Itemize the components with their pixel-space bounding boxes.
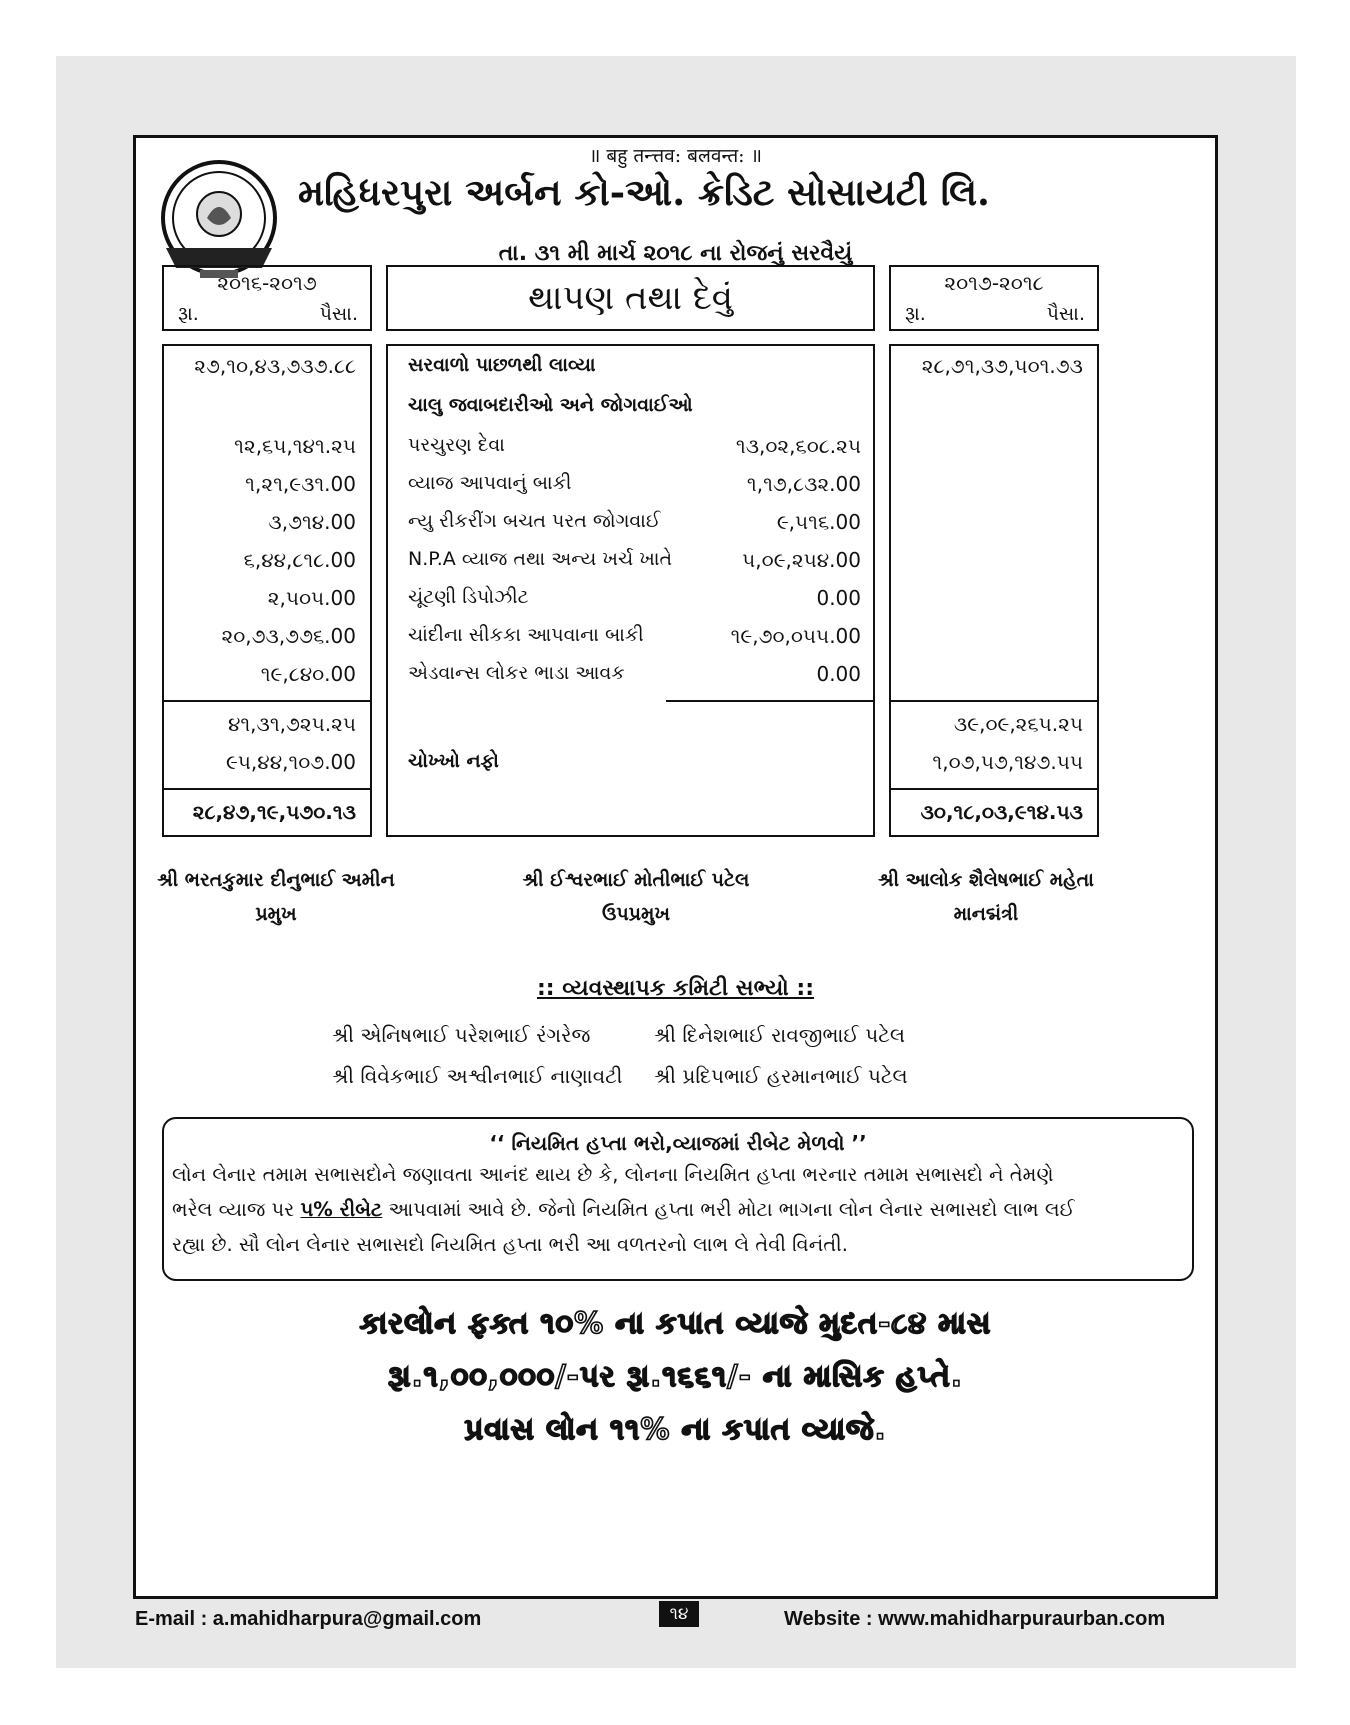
travel-loan-promo: પ્રવાસ લોન ૧૧% ના કપાત વ્યાજે. [464, 1412, 887, 1446]
left-value-row: ૩,૭૧૪.00 [268, 510, 356, 534]
item-value: ૧,૧૭,૮૩૨.00 [746, 472, 861, 496]
committee-title [136, 976, 1215, 1001]
committee-member: શ્રી પ્રદિપભાઈ હરમાનભાઈ પટેલ [654, 1064, 908, 1088]
signatory-role: માનદ્મંત્રી [953, 903, 1019, 925]
organization-name: મહિધરપુરા અર્બન કો-ઓ. ક્રેડિટ સોસાયટી લિ. [298, 170, 990, 214]
notice-body [164, 1157, 1192, 1262]
motto: ॥ बहु तन्त्तव: बलवन्त: ॥ [589, 145, 762, 167]
item-value: 0.00 [816, 662, 861, 686]
right-grand-total: ૩૦,૧૮,૦૩,૯૧૪.૫૩ [920, 800, 1083, 824]
left-paise-label: પૈસા. [319, 303, 358, 325]
balance-sheet-date-title: તા. ૩૧ મી માર્ચ ૨૦૧૮ ના રોજનું સરવૈયું [498, 241, 853, 266]
committee-member: શ્રી એનિષભાઈ પરેશભાઈ રંગરેજ [332, 1023, 591, 1047]
car-loan-promo: કારલોન ફક્ત ૧૦% ના કપાત વ્યાજે મુદત-૮૪ માસ [359, 1306, 992, 1340]
left-rupees-label: રૂા. [178, 303, 199, 325]
signatory-name: શ્રી આલોક શૈલેષભાઈ મહેતા [878, 869, 1094, 891]
brought-forward-label: સરવાળો પાછળથી લાવ્યા [408, 354, 596, 376]
left-net-profit: ૯૫,૪૪,૧૦૭.00 [225, 750, 356, 774]
left-year-header [162, 265, 372, 331]
right-values-column [889, 344, 1099, 837]
left-grand-total: ૨૮,૪૭,૧૯,૫૭૦.૧૩ [192, 800, 356, 824]
right-value-brought-forward: ૨૮,૭૧,૩૭,૫૦૧.૭૩ [921, 354, 1083, 378]
item-value: ૧૯,૭૦,૦૫૫.00 [730, 624, 861, 648]
item-label: ન્યુ રીકરીંગ બચત પરત જોગવાઈ [408, 510, 661, 532]
left-value-brought-forward: ૨૭,૧૦,૪૩,૭૩૭.૮૮ [194, 354, 356, 378]
left-subtotal: ૪૧,૩૧,૭૨૫.૨૫ [227, 712, 356, 736]
signatory-name: શ્રી ભરતકુમાર દીનુભાઈ અમીન [157, 869, 395, 891]
left-value-row: ૧૨,૬૫,૧૪૧.૨૫ [234, 434, 356, 458]
left-values-column [162, 344, 372, 837]
right-year: ૨૦૧૭-૨૦૧૮ [944, 271, 1044, 295]
right-net-profit: ૧,૦૭,૫૭,૧૪૭.૫૫ [932, 750, 1083, 774]
current-liabilities-heading: ચાલુ જવાબદારીઓ અને જોગવાઈઓ [408, 394, 693, 416]
item-value: 0.00 [816, 586, 861, 610]
item-label: N.P.A વ્યાજ તથા અન્ય ખર્ચ ખાતે [408, 548, 673, 570]
liabilities-description-column [386, 344, 875, 837]
item-label: એડવાન્સ લોકર ભાડા આવક [408, 662, 625, 684]
left-value-row: ૬,૪૪,૮૧૮.00 [243, 548, 356, 572]
signatory-role: પ્રમુખ [255, 903, 297, 925]
notice-text: ભરેલ વ્યાજ પર [172, 1198, 295, 1221]
signatory-name: શ્રી ઈશ્વરભાઈ મોતીભાઈ પટેલ [522, 869, 750, 891]
signatory-secretary [856, 863, 1116, 931]
item-value: ૫,૦૯,૨૫૪.00 [742, 548, 861, 572]
notice-title: ‘‘ નિયમિત હપ્તા ભરો,વ્યાજમાં રીબેટ મેળવો ’’ [489, 1131, 867, 1155]
item-label: ચાંદીના સીકકા આપવાના બાકી [408, 624, 644, 646]
right-subtotal-divider [891, 700, 1097, 702]
notice-line [172, 1192, 1184, 1227]
item-label: વ્યાજ આપવાનું બાકી [408, 472, 572, 494]
notice-line: લોન લેનાર તમામ સભાસદોને જણાવતા આનંદ થાય છે કે, લોનના નિયમિત હપ્તા ભરનાર તમામ સભાસદો ને તેમણે [172, 1163, 1054, 1186]
notice-line: રહ્યા છે. સૌ લોન લેનાર સભાસદો નિયમિત હપ્તા ભરી આ વળતરનો લાભ લે તેવી વિનંતી. [172, 1233, 848, 1256]
footer-website: Website : www.mahidharpuraurban.com [784, 1608, 1166, 1630]
committee-member: શ્રી દિનેશભાઈ રાવજીભાઈ પટેલ [654, 1023, 905, 1047]
net-profit-label: ચોખ્ખો નફો [408, 750, 499, 772]
committee-title-text: :: વ્યવસ્થાપક કમિટી સભ્યો :: [536, 976, 815, 1001]
liabilities-title: થાપણ તથા દેવું [528, 278, 733, 318]
item-value: ૯,૫૧૬.00 [776, 510, 861, 534]
item-label: ચૂંટણી ડિપોઝીટ [408, 586, 529, 608]
item-value: ૧૩,૦૨,૬૦૮.૨૫ [735, 434, 861, 458]
rebate-highlight: ૫% રીબેટ [300, 1198, 383, 1221]
left-value-row: ૨૦,૭૩,૭૭૬.00 [221, 624, 356, 648]
balance-sheet-page [133, 135, 1218, 1599]
left-value-row: ૧૯,૮૪૦.00 [260, 662, 356, 686]
left-subtotal-divider [164, 700, 370, 702]
middle-header [386, 265, 875, 331]
left-year: ૨૦૧૬-૨૦૧૭ [217, 271, 317, 295]
notice-text: આપવામાં આવે છે. જેનો નિયમિત હપ્તા ભરી મોટા ભાગના લોન લેનાર સભાસદો લાભ લઈ [388, 1198, 1075, 1221]
rebate-notice-box [162, 1117, 1194, 1281]
right-year-header [889, 265, 1099, 331]
footer-email: E-mail : a.mahidharpura@gmail.com [135, 1608, 482, 1630]
signatory-vice-president [496, 863, 776, 931]
item-label: પરચુરણ દેવા [408, 434, 505, 456]
right-paise-label: પૈસા. [1046, 303, 1085, 325]
left-total-divider [164, 788, 370, 790]
right-subtotal: ૩૯,૦૯,૨૬૫.૨૫ [953, 712, 1083, 736]
committee-member: શ્રી વિવેકભાઈ અશ્વીનભાઈ નાણાવટી [332, 1064, 623, 1088]
installment-promo: રૂા.૧,૦૦,૦૦૦/-પર રૂા.૧૬૬૧/- ના માસિક હપ્તે. [388, 1359, 963, 1393]
items-sum-divider [666, 700, 873, 702]
signatory-role: ઉપપ્રમુખ [601, 903, 671, 925]
right-total-divider [891, 788, 1097, 790]
left-value-row: ૧,૨૧,૯૩૧.00 [245, 472, 356, 496]
page-number: ૧૪ [659, 1601, 699, 1627]
signatory-president [146, 863, 406, 931]
right-rupees-label: રૂા. [905, 303, 926, 325]
left-value-row: ૨,૫૦૫.00 [267, 586, 356, 610]
